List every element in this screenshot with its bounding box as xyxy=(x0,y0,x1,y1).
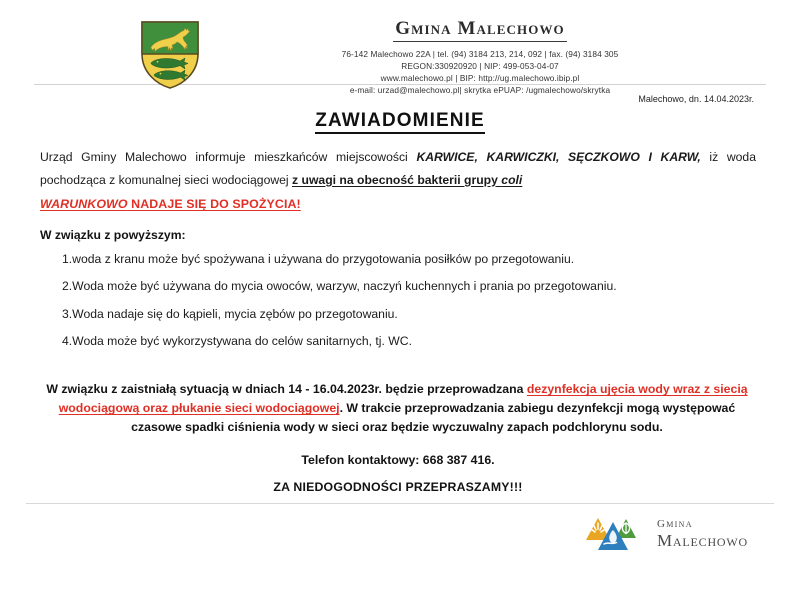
instructions-list xyxy=(40,250,756,350)
contact-line-address: 76-142 Malechowo 22A | tel. (94) 3184 213, 214, 092 | fax. (94) 3184 305 xyxy=(341,48,619,59)
list-item-number: 4. xyxy=(62,333,73,348)
document-header xyxy=(26,0,774,95)
footer-divider xyxy=(26,503,774,504)
warning-conditional: WARUNKOWO xyxy=(40,197,128,212)
footer-logo-text xyxy=(657,519,748,549)
coli-emphasis: coli xyxy=(501,172,523,187)
list-item-number: 3. xyxy=(62,306,73,321)
organization-contact xyxy=(256,48,704,96)
list-item-text: Woda może być używana do mycia owoców, warzyw, naczyń kuchennych i prania po przegotowaniu. xyxy=(72,279,617,294)
footer-logo-line2: Malechowo xyxy=(657,531,748,550)
contact-line-ids: REGON:330920920 | NIP: 499-053-04-07 xyxy=(401,60,559,71)
closing-paragraph xyxy=(46,380,748,437)
footer-logo xyxy=(585,512,748,556)
page-title xyxy=(26,110,774,132)
lead-paragraph xyxy=(40,146,756,216)
organization-block xyxy=(256,18,774,96)
lead-part1: Urząd Gminy Malechowo informuje mieszkańców miejscowości xyxy=(40,150,417,164)
bacteria-emphasis: z uwagi na obecność bakterii grupy xyxy=(292,172,502,187)
crest-container xyxy=(26,18,256,90)
apology-text: ZA NIEDOGODNOŚCI PRZEPRASZAMY!!! xyxy=(273,479,523,494)
list-item-number: 1. xyxy=(62,252,73,267)
footer-logo-line1: Gmina xyxy=(657,518,693,530)
water-warning xyxy=(40,193,756,216)
contact-line-web: www.malechowo.pl | BIP: http://ug.malechowo.ibip.pl xyxy=(380,72,580,83)
closing-part2: . W trakcie przeprowadzania zabiegu dezynfekcji mogą występować czasowe spadki ciśnienia wody w sieci oraz będzie wyczuwalny zapach podchlorynu sodu. xyxy=(131,401,736,435)
list-item-text: Woda nadaje się do kąpieli, mycia zębów po przegotowaniu. xyxy=(72,306,398,321)
list-item xyxy=(62,277,756,295)
list-item-text: woda z kranu może być spożywana i używana do przygotowania posiłków po przegotowaniu. xyxy=(72,252,575,267)
document-body xyxy=(26,146,774,494)
gmina-malechowo-logo-icon xyxy=(585,512,651,556)
disinfection-notice: dezynfekcja ujęcia wody wraz z siecią wodociągową oraz płukanie sieci wodociągowej xyxy=(58,382,748,416)
contact-line-email: e-mail: urzad@malechowo.pl| skrytka ePUAP: /ugmalechowo/skrytka xyxy=(349,84,611,95)
list-item xyxy=(62,250,756,268)
organization-name: Gmina Malechowo xyxy=(393,18,567,42)
instructions-heading: W związku z powyższym: xyxy=(40,228,186,243)
date-line: Malechowo, dn. 14.04.2023r. xyxy=(638,94,754,104)
coat-of-arms-icon xyxy=(139,20,201,90)
list-item-text: Woda może być wykorzystywana do celów sanitarnych, tj. WC. xyxy=(72,333,412,348)
affected-localities: KARWICE, KARWICZKI, SĘCZKOWO I KARW, xyxy=(416,150,701,164)
warning-rest: NADAJE SIĘ DO SPOŻYCIA! xyxy=(127,197,301,212)
list-item xyxy=(62,305,756,323)
lead-part2: iż woda pochodząca z komunalnej sieci wodociągowej xyxy=(40,150,756,187)
list-item-number: 2. xyxy=(62,279,73,294)
closing-part1: W związku z zaistniałą sytuacją w dniach 14 - 16.04.2023r. będzie przeprowadzana xyxy=(46,382,527,397)
contact-phone: Telefon kontaktowy: 668 387 416. xyxy=(301,453,495,468)
list-item xyxy=(62,332,756,350)
page-title-text: ZAWIADOMIENIE xyxy=(315,110,484,134)
